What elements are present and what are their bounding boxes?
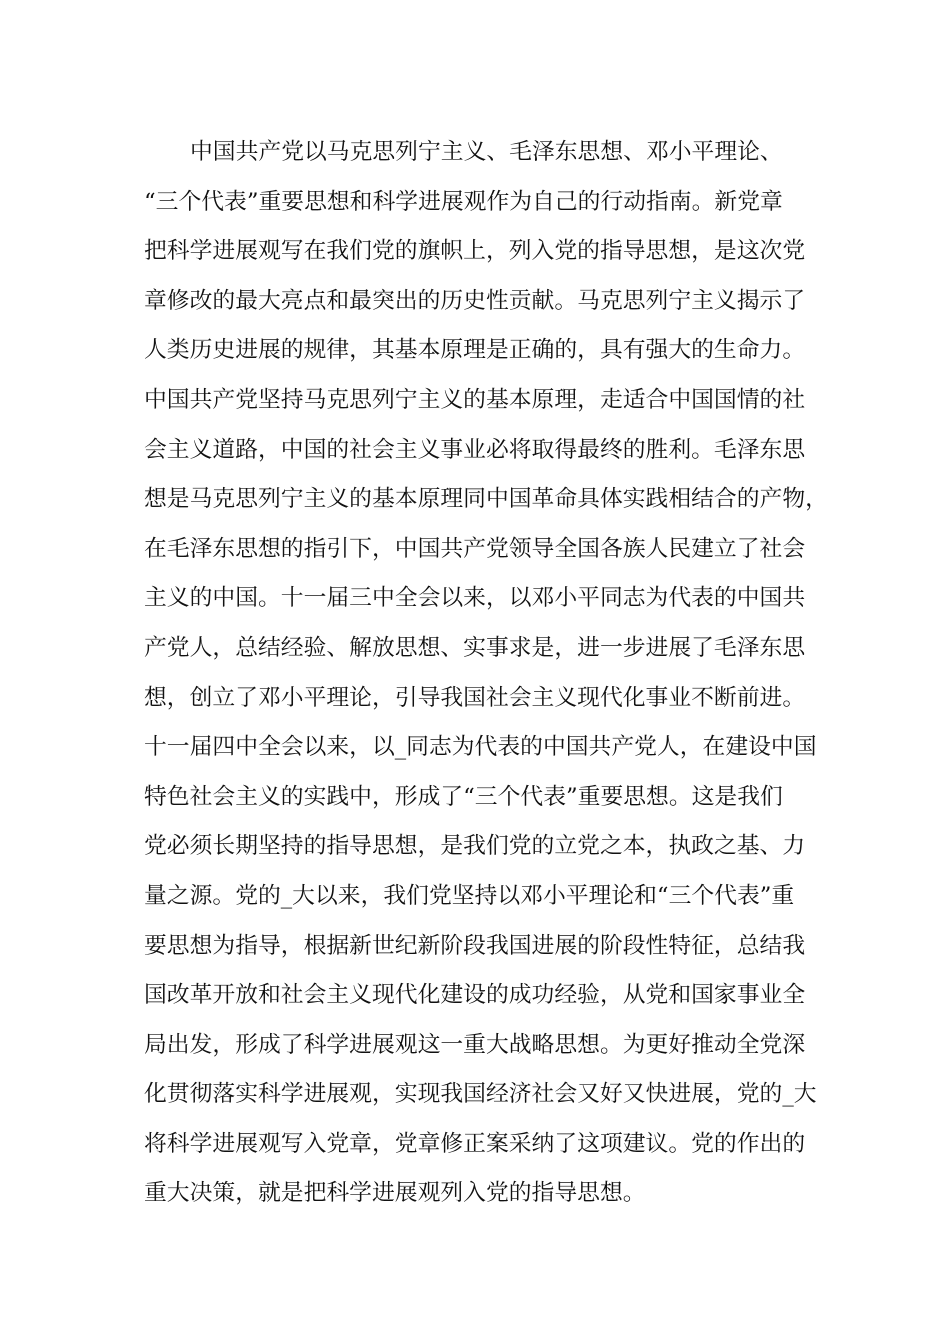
paragraph-line: 党必须长期坚持的指导思想，是我们党的立党之本，执政之基、力 [144,833,806,860]
paragraph-line: 把科学进展观写在我们党的旗帜上，列入党的指导思想，是这次党 [144,238,806,265]
paragraph-line: 在毛泽东思想的指引下，中国共产党领导全国各族人民建立了社会 [144,535,806,562]
paragraph-line: 想是马克思列宁主义的基本原理同中国革命具体实践相结合的产物， [144,486,828,513]
paragraph-line: 产党人，总结经验、解放思想、实事求是，进一步进展了毛泽东思 [144,634,806,661]
paragraph-line: 中国共产党以马克思列宁主义、毛泽东思想、邓小平理论、 [190,139,783,165]
paragraph-line: 量之源。党的_大以来，我们党坚持以邓小平理论和“三个代表”重 [144,882,795,909]
paragraph-line: 特色社会主义的实践中，形成了“三个代表”重要思想。这是我们 [144,783,783,810]
paragraph-line: 中国共产党坚持马克思列宁主义的基本原理，走适合中国国情的社 [144,386,806,413]
paragraph-line: “三个代表”重要思想和科学进展观作为自己的行动指南。新党章 [144,188,783,215]
paragraph-line: 重大决策，就是把科学进展观列入党的指导思想。 [144,1180,646,1207]
paragraph-line: 局出发，形成了科学进展观这一重大战略思想。为更好推动全党深 [144,1031,806,1058]
paragraph-line: 主义的中国。十一届三中全会以来，以邓小平同志为代表的中国共 [144,585,806,612]
paragraph-line: 要思想为指导，根据新世纪新阶段我国进展的阶段性特征，总结我 [144,932,806,959]
body-paragraph [144,128,834,1219]
paragraph-line: 章修改的最大亮点和最突出的历史性贡献。马克思列宁主义揭示了 [144,287,806,314]
paragraph-line: 国改革开放和社会主义现代化建设的成功经验，从党和国家事业全 [144,982,806,1009]
paragraph-line: 想，创立了邓小平理论，引导我国社会主义现代化事业不断前进。 [144,684,806,711]
paragraph-line: 会主义道路，中国的社会主义事业必将取得最终的胜利。毛泽东思 [144,436,806,463]
paragraph-line: 十一届四中全会以来，以_同志为代表的中国共产党人，在建设中国 [144,734,817,761]
paragraph-line: 将科学进展观写入党章，党章修正案采纳了这项建议。党的作出的 [144,1130,806,1157]
paragraph-line: 化贯彻落实科学进展观，实现我国经济社会又好又快进展，党的_大 [144,1081,817,1108]
paragraph-line: 人类历史进展的规律，其基本原理是正确的，具有强大的生命力。 [144,337,806,364]
